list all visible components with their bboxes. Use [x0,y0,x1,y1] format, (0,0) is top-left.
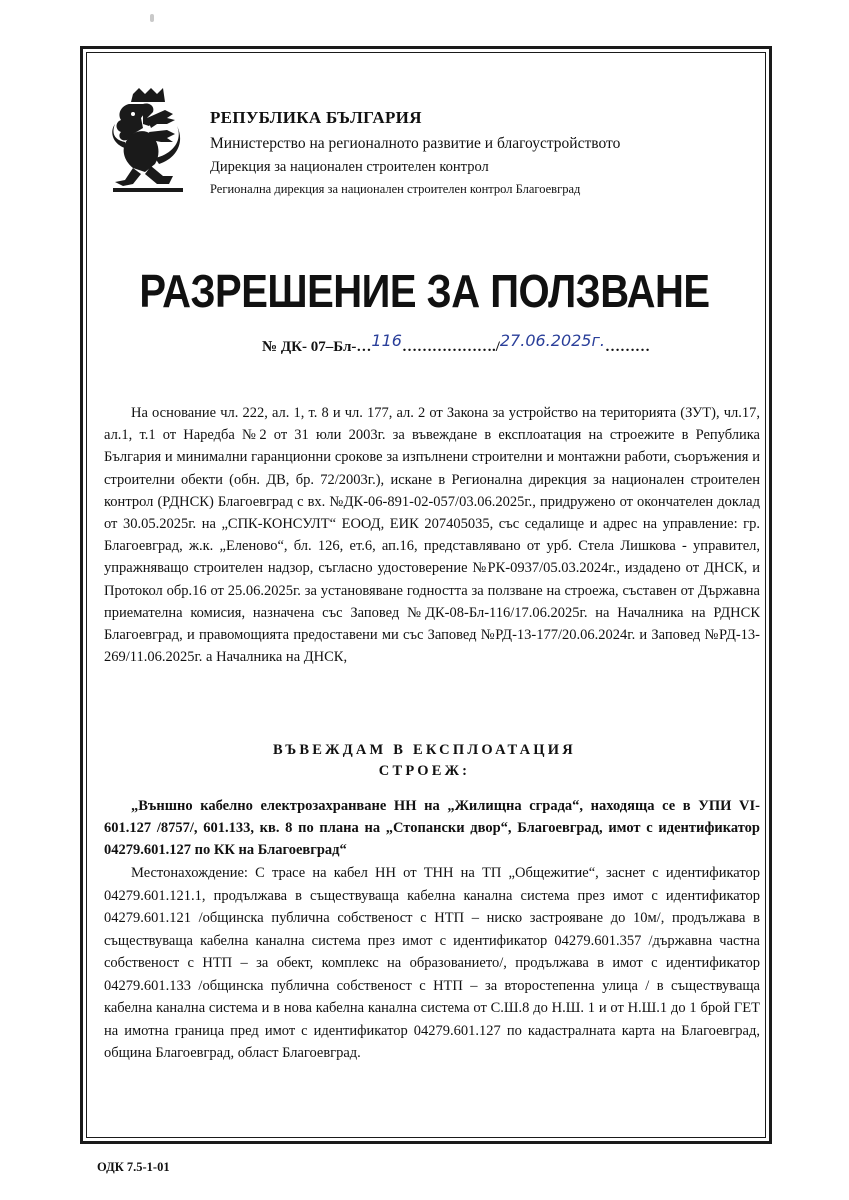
number-date-separator: / [495,339,500,355]
number-dots-left: … [356,339,372,355]
country-name: РЕПУБЛИКА БЪЛГАРИЯ [210,108,422,127]
commissioning-line-1: ВЪВЕЖДАМ В ЕКСПЛОАТАЦИЯ [273,742,576,758]
institution-header [210,108,620,197]
regional-directorate-name: Регионална дирекция за национален строителен контрол Благоевград [210,182,581,196]
document-number [262,331,650,356]
form-code: ОДК 7.5-1-01 [97,1160,170,1174]
ministry-name: Министерство на регионалното развитие и благоустройството [210,135,621,152]
number-dots-middle: ………………. [401,339,496,355]
handwritten-number: 116 [371,331,402,350]
handwritten-date: 27.06.2025г. [499,331,605,350]
number-prefix: № ДК- 07–Бл- [262,339,357,355]
commissioning-heading [0,740,849,782]
number-dots-right: ……… [604,339,650,355]
legal-basis-paragraph: На основание чл. 222, ал. 1, т. 8 и чл. 177, ал. 2 от Закона за устройство на територията (ЗУТ), чл.17, ал.1, т.1 от Наредба №2 от 31 юли 2003г. за въвеждане в експлоатация на строежите в Република България и минимални гаранционни срокове за изпълнени строителни и монтажни работи, съоръжения и строителни обекти (обн. ДВ, бр. 72/2003г.), искане в Регионална дирекция за национален строителен контрол (РДНСК) Благоевград с вх. №ДК-06-891-02-057/03.06.2025г., придружено от окончателен доклад от 30.05.2025г. на „СПК-КОНСУЛТ“ ЕООД, ЕИК 207405035, със седалище и адрес на управление: гр. Благоевград, ж.к. „Еленово“, бл. 126, ет.6, ап.16, представлявано от урб. Стела Лишкова - управител, упражняващо строителен надзор, съгласно удостоверение №РК-0937/05.03.2024г., издадено от ДНСК, и Протокол обр.16 от 25.06.2025г. за установяване годността за ползване на строежа, съставен от Държавна приемателна комисия, назначена със Заповед №ДК-08-Бл-116/17.06.2025г. на Началника на РДНСК Благоевград, и правомощията предоставени ми със Заповед №РД-13-177/20.06.2024г. и Заповед №РД-13-269/11.06.2025г. а Началника на ДНСК, [104,405,760,666]
lion-coat-of-arms-icon [103,88,193,196]
construction-object-paragraph: „Външно кабелно електрозахранване НН на „Жилищна сграда“, находяща се в УПИ VI-601.127 /8757/, 601.133, кв. 8 по плана на „Стопански двор“, Благоевград, имот с идентификатор 04279.601.127 по КК на Благоевград“ [104,798,760,858]
scan-speck [150,14,154,22]
commissioning-line-2: СТРОЕЖ: [378,763,471,779]
directorate-name: Дирекция за национален строителен контрол [210,159,489,175]
location-paragraph: Местонахождение: С трасе на кабел НН от ТНН на ТП „Общежитие“, заснет с идентификатор 04279.601.121.1, продължава в съществуваща кабелна канална система през имот с идентификатор 04279.601.121 /общинска публична собственост с НТП – ниско застрояване до 10м/, продължава в съществуваща кабелна канална система през имот с идентификатор 04279.601.357 /държавна частна собственост с НТП – за обект, комплекс на образованието/, продължава в имот с идентификатор 04279.601.133 /общинска публична собственост с НТП – за второстепенна улица / в съществуваща кабелна канална система и в нова кабелна канална система от С.Ш.8 до Н.Ш. 1 и от Н.Ш.1 до 1 брой ГЕТ на имотна граница пред имот с идентификатор 04279.601.127 по кадастралната карта на Благоевград, община Благоевград, област Благоевград. [104,865,760,1061]
document-title: РАЗРЕШЕНИЕ ЗА ПОЛЗВАНЕ [139,266,710,318]
